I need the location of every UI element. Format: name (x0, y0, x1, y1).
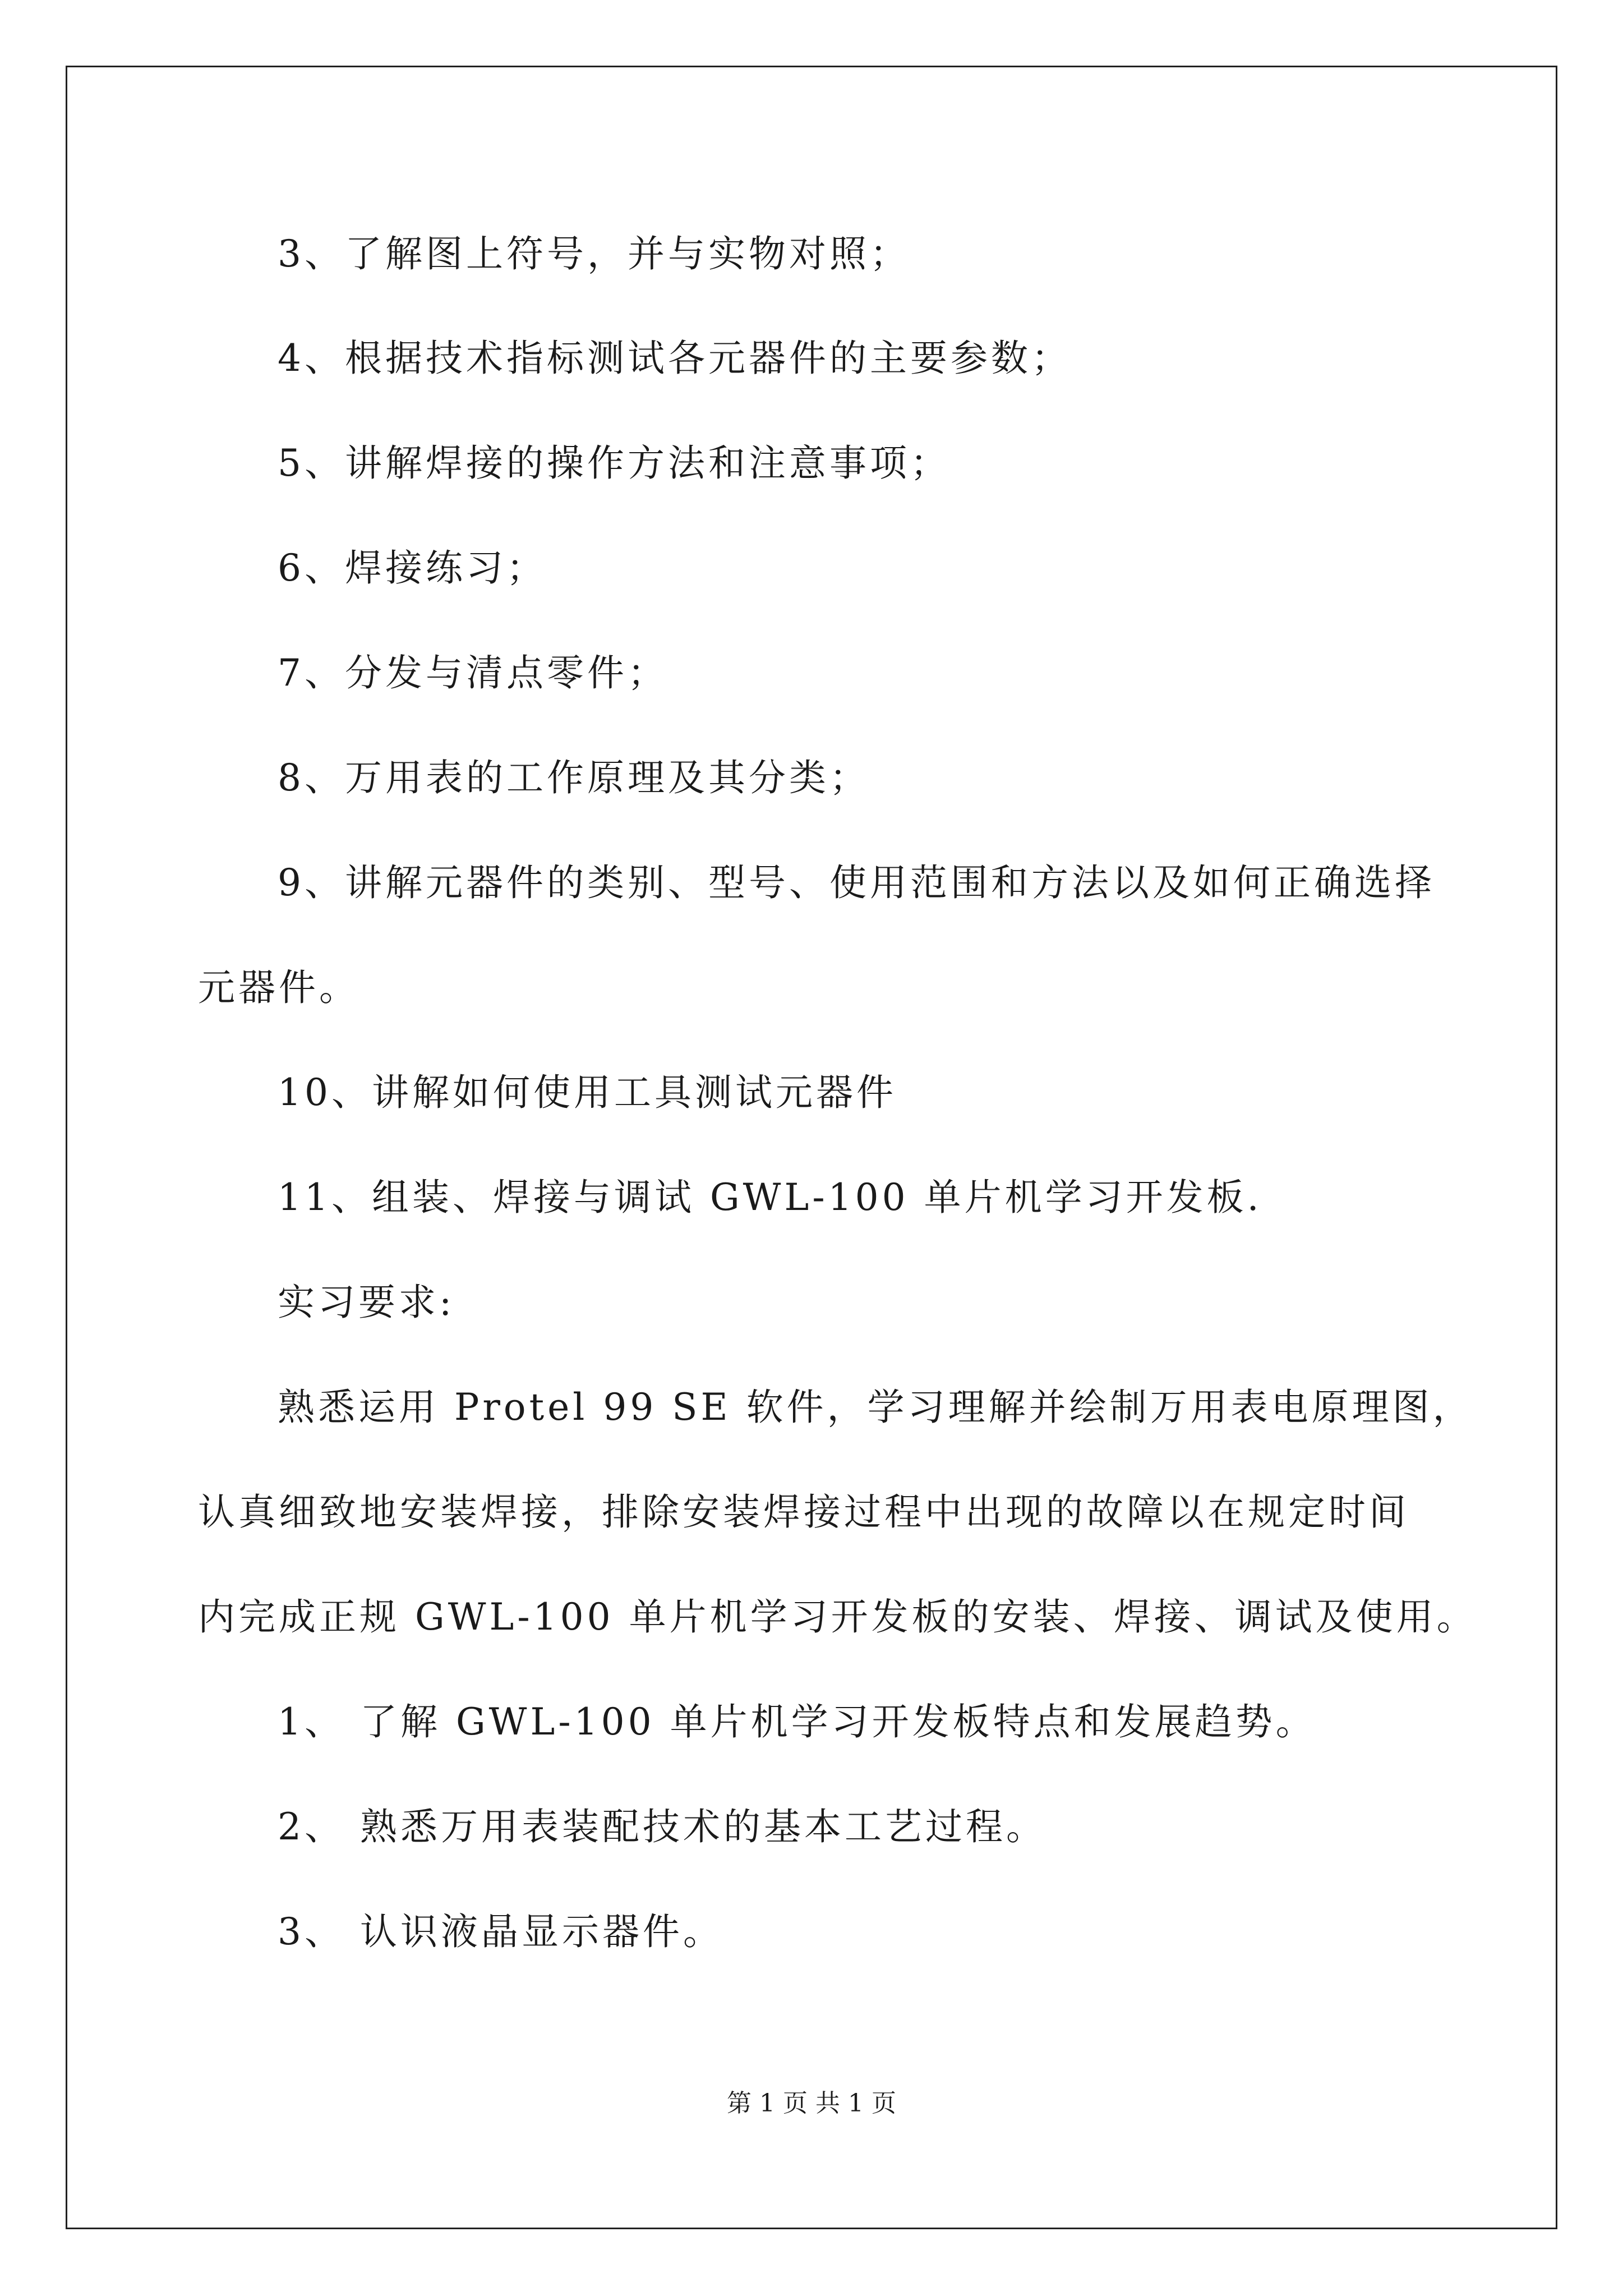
page-border (66, 66, 1557, 2229)
list-item: 6、焊接练习； (278, 546, 547, 590)
paragraph-line: 内完成正规 GWL-100 单片机学习开发板的安装、焊接、调试及使用。 (198, 1595, 1477, 1639)
list-item: 3、了解图上符号，并与实物对照； (278, 232, 910, 275)
list-item: 7、分发与清点零件； (278, 651, 668, 694)
list-item: 5、讲解焊接的操作方法和注意事项； (278, 441, 951, 485)
paragraph-line: 认真细致地安装焊接，排除安装焊接过程中出现的故障以在规定时间 (198, 1490, 1409, 1534)
page-number-footer: 第 1 页 共 1 页 (727, 2089, 896, 2118)
list-item: 1、 了解 GWL-100 单片机学习开发板特点和发展趋势。 (278, 1700, 1316, 1743)
list-item: 11、组装、焊接与调试 GWL-100 单片机学习开发板. (278, 1176, 1262, 1219)
section-heading: 实习要求: (278, 1281, 455, 1324)
list-item: 10、讲解如何使用工具测试元器件 (278, 1071, 897, 1114)
list-item: 8、万用表的工作原理及其分类； (278, 756, 870, 799)
list-item: 4、根据技术指标测试各元器件的主要参数； (278, 337, 1072, 380)
list-item-continuation: 元器件。 (198, 966, 359, 1009)
paragraph-line: 熟悉运用 Protel 99 SE 软件，学习理解并绘制万用表电原理图， (278, 1386, 1473, 1429)
list-item: 9、讲解元器件的类别、型号、使用范围和方法以及如何正确选择 (278, 861, 1435, 904)
list-item: 3、 认识液晶显示器件。 (278, 1910, 723, 1953)
list-item: 2、 熟悉万用表装配技术的基本工艺过程。 (278, 1805, 1046, 1848)
